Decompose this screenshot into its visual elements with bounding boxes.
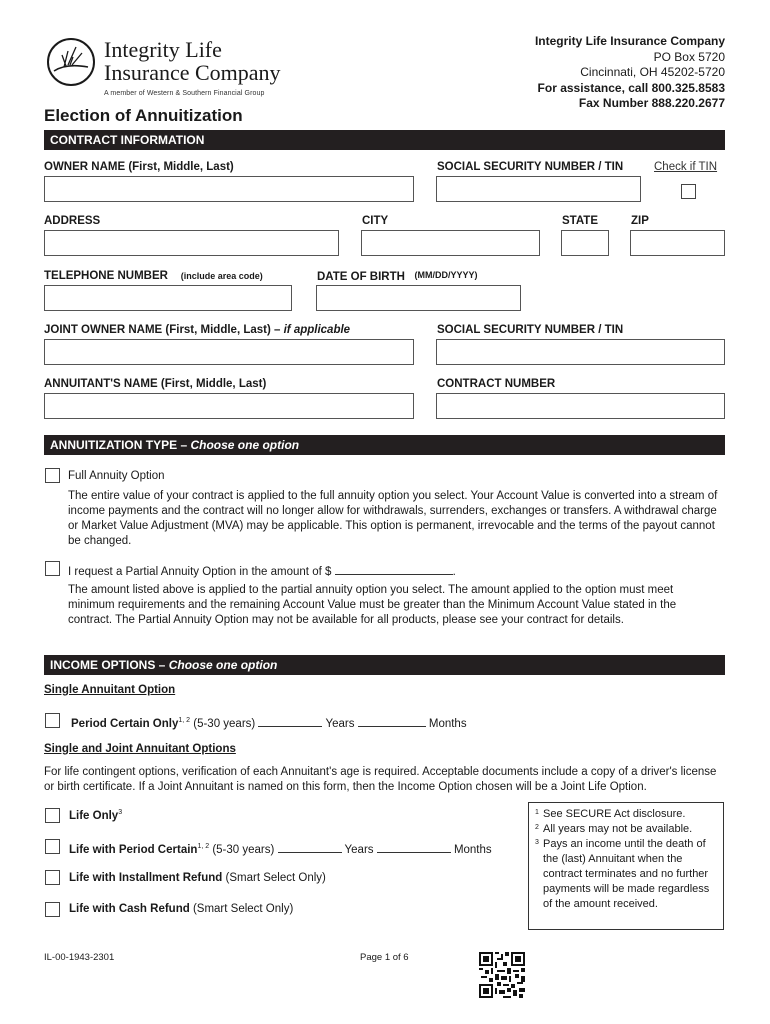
annuitant-label: ANNUITANT'S NAME (First, Middle, Last) — [44, 378, 267, 390]
footnote-1-num: 1 — [535, 809, 539, 816]
company-name: Integrity Life Insurance Company — [534, 34, 725, 48]
company-address-block — [535, 34, 725, 112]
joint-owner-field[interactable] — [44, 339, 414, 365]
income-heading: INCOME OPTIONS – — [50, 658, 166, 672]
document-title: Election of Annuitization — [44, 106, 243, 125]
period-certain-range: (5-30 years) — [193, 718, 256, 730]
logo-line2: Insurance Company — [104, 60, 281, 85]
owner-name-label: OWNER NAME (First, Middle, Last) — [44, 161, 234, 173]
partial-amount-blank[interactable] — [335, 563, 453, 575]
life-period-certain-checkbox[interactable] — [45, 839, 60, 854]
section-bar-income-options — [44, 655, 725, 675]
company-assistance: For assistance, call 800.325.8583 — [537, 80, 725, 95]
dob-field[interactable] — [316, 285, 521, 311]
company-city: Cincinnati, OH 45202-5720 — [580, 65, 725, 79]
single-annuitant-heading: Single Annuitant Option — [44, 684, 176, 696]
full-annuity-checkbox[interactable] — [45, 468, 60, 483]
company-po-box: PO Box 5720 — [653, 49, 725, 64]
annuitization-heading-note: Choose one option — [190, 438, 300, 452]
footnotes-box — [528, 802, 724, 930]
life-installment-note: (Smart Select Only) — [225, 872, 326, 884]
life-period-months: Months — [453, 844, 492, 856]
joint-ssn-label: SOCIAL SECURITY NUMBER / TIN — [437, 324, 624, 336]
check-tin-checkbox[interactable] — [681, 184, 696, 199]
check-tin-label: Check if TIN — [654, 161, 718, 173]
zip-label: ZIP — [631, 215, 649, 227]
owner-ssn-field[interactable] — [436, 176, 641, 202]
dob-note: (MM/DD/YYYY) — [414, 270, 478, 280]
life-period-months-blank[interactable] — [377, 841, 451, 853]
full-annuity-description: The entire value of your contract is applied to the full annuity option you select. Your Account Value is converted into a stream of income payments and the contract will no longer allow for withdrawals, surrenders, exchanges or transfers. A withdrawal charge or Market Value Adjustment (MVA) may be applicable. This option is permanent, irrevocable and the terms of the payout cannot be changed. — [68, 490, 718, 547]
ssn-label: SOCIAL SECURITY NUMBER / TIN — [437, 161, 624, 173]
telephone-note: (include area code) — [180, 271, 263, 281]
dob-label — [317, 270, 478, 283]
full-annuity-label: Full Annuity Option — [68, 470, 165, 482]
footnote-2 — [535, 822, 719, 837]
footnote-3-num: 3 — [535, 839, 539, 846]
contract-number-label: CONTRACT NUMBER — [437, 378, 556, 390]
state-label: STATE — [562, 215, 598, 227]
page-number: Page 1 of 6 — [360, 952, 409, 963]
partial-annuity-description: The amount listed above is applied to the partial annuity option you select. The amount applied to the option must meet minimum requirements and the remaining Account Value must be greater than the Minimum Account Value stated in the contract. The Partial Annuity Option may not be available for all products, please see your contract for details. — [68, 584, 677, 626]
period-certain-sup: 1, 2 — [178, 717, 191, 725]
dob-label-text: DATE OF BIRTH — [317, 271, 405, 283]
footnote-3 — [535, 837, 719, 912]
partial-annuity-line: I request a Partial Annuity Option in the amount of $ . — [68, 563, 456, 580]
telephone-label — [44, 270, 263, 282]
contract-number-field[interactable] — [436, 393, 725, 419]
city-label: CITY — [362, 215, 389, 227]
footnote-3-text: Pays an income until the death of the (last) Annuitant when the contract terminates and no further payments will be made regardless of the amount received. — [543, 838, 710, 910]
period-certain-checkbox[interactable] — [45, 713, 60, 728]
life-installment-label: Life with Installment Refund — [69, 872, 223, 884]
company-logo-icon — [46, 37, 96, 87]
life-installment-checkbox[interactable] — [45, 870, 60, 885]
joint-owner-label — [44, 324, 350, 336]
life-period-years-blank[interactable] — [278, 841, 342, 853]
joint-annuitant-heading: Single and Joint Annuitant Options — [44, 743, 236, 755]
period-certain-months-blank[interactable] — [358, 715, 426, 727]
telephone-label-text: TELEPHONE NUMBER — [44, 270, 168, 282]
logo-line1: Integrity Life — [104, 37, 222, 62]
period-certain-line — [71, 715, 467, 730]
life-period-certain-label: Life with Period Certain — [69, 844, 198, 856]
address-label: ADDRESS — [44, 215, 101, 227]
barcode-icon — [479, 952, 525, 998]
life-period-certain-sup: 1, 2 — [197, 843, 210, 851]
income-heading-note: Choose one option — [168, 658, 278, 672]
period-certain-months: Months — [428, 718, 467, 730]
joint-owner-note: if applicable — [283, 324, 351, 336]
period-certain-years: Years — [325, 718, 355, 730]
life-only-checkbox[interactable] — [45, 808, 60, 823]
state-field[interactable] — [561, 230, 609, 256]
footnote-2-num: 2 — [535, 824, 539, 831]
telephone-field[interactable] — [44, 285, 292, 311]
logo-wordmark — [104, 38, 281, 84]
section-bar-annuitization-type — [44, 435, 725, 455]
address-field[interactable] — [44, 230, 339, 256]
company-fax: Fax Number 888.220.2677 — [578, 96, 725, 110]
life-period-years: Years — [344, 844, 374, 856]
annuitization-heading: ANNUITIZATION TYPE – — [50, 438, 188, 452]
zip-field[interactable] — [630, 230, 725, 256]
period-certain-label: Period Certain Only — [71, 718, 179, 730]
joint-owner-label-text: JOINT OWNER NAME (First, Middle, Last) – — [44, 324, 281, 336]
life-cash-refund-checkbox[interactable] — [45, 902, 60, 917]
life-cash-refund-note: (Smart Select Only) — [192, 903, 294, 915]
joint-annuitant-description: For life contingent options, verification of each Annuitant's age is required. Acceptable documents include a copy of a driver's license or birth certificate. If a Joint Annuitant is named on this form, then the Income Option chosen will be a Joint Life Option. — [44, 766, 717, 793]
partial-annuity-label: I request a Partial Annuity Option in the amount of $ — [68, 566, 332, 578]
form-id: IL-00-1943-2301 — [44, 952, 115, 963]
life-only-line — [69, 809, 122, 822]
life-installment-line — [69, 872, 326, 884]
partial-annuity-checkbox[interactable] — [45, 561, 60, 576]
joint-ssn-field[interactable] — [436, 339, 725, 365]
life-cash-refund-label: Life with Cash Refund — [69, 903, 190, 915]
city-field[interactable] — [361, 230, 540, 256]
footnote-2-text: All years may not be available. — [543, 823, 693, 835]
life-cash-refund-line — [69, 903, 293, 915]
life-only-label: Life Only — [69, 809, 119, 822]
owner-name-field[interactable] — [44, 176, 414, 202]
section-bar-contract-info: CONTRACT INFORMATION — [44, 130, 725, 150]
footnote-1 — [535, 807, 719, 822]
footnote-1-text: See SECURE Act disclosure. — [543, 808, 686, 820]
logo-tagline: A member of Western & Southern Financial Group — [104, 90, 265, 97]
life-period-certain-line — [69, 841, 492, 856]
annuitant-name-field[interactable] — [44, 393, 414, 419]
period-certain-years-blank[interactable] — [258, 715, 322, 727]
life-period-certain-range: (5-30 years) — [212, 844, 275, 856]
life-only-sup: 3 — [118, 809, 123, 816]
